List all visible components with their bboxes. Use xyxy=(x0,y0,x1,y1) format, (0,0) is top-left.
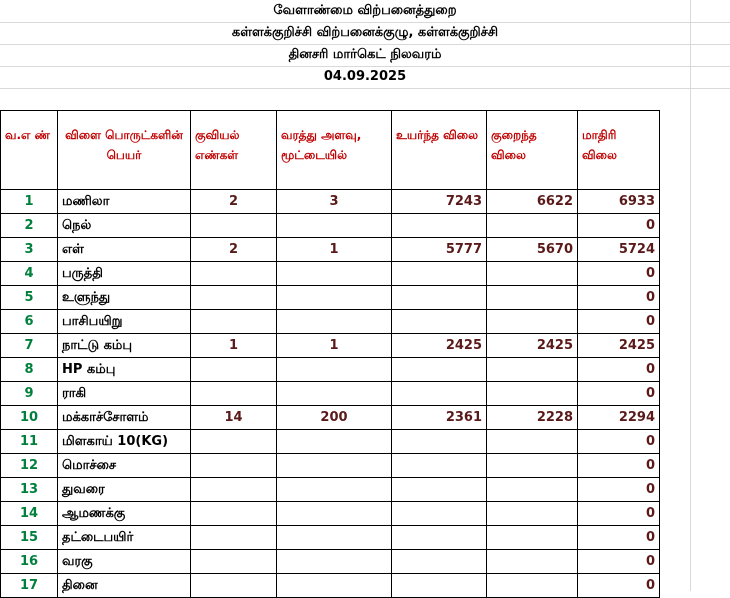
cell-min-price xyxy=(487,502,578,526)
cell-model-price: 2294 xyxy=(578,406,660,430)
cell-max-price xyxy=(392,286,487,310)
cell-min-price: 5670 xyxy=(487,238,578,262)
col-header-max: உயர்ந்த விலை xyxy=(392,111,487,190)
table-row xyxy=(1,550,660,574)
cell-max-price: 2425 xyxy=(392,334,487,358)
cell-model-price: 0 xyxy=(578,430,660,454)
table-row xyxy=(1,478,660,502)
cell-max-price xyxy=(392,502,487,526)
table-row xyxy=(1,190,660,214)
cell-model-price: 0 xyxy=(578,478,660,502)
cell-model-price: 0 xyxy=(578,262,660,286)
cell-commodity-name: எள் xyxy=(58,238,191,262)
cell-arrival: 200 xyxy=(277,406,392,430)
cell-min-price: 2228 xyxy=(487,406,578,430)
cell-model-price: 0 xyxy=(578,526,660,550)
cell-model-price: 0 xyxy=(578,214,660,238)
cell-model-price: 6933 xyxy=(578,190,660,214)
cell-commodity-name: நாட்டு கம்பு xyxy=(58,334,191,358)
cell-heaps xyxy=(191,310,277,334)
cell-min-price xyxy=(487,286,578,310)
cell-commodity-name: நெல் xyxy=(58,214,191,238)
cell-max-price xyxy=(392,214,487,238)
cell-heaps: 14 xyxy=(191,406,277,430)
cell-commodity-name: தட்டைபயிர் xyxy=(58,526,191,550)
table-row xyxy=(1,502,660,526)
table-row xyxy=(1,406,660,430)
cell-commodity-name: HP கம்பு xyxy=(58,358,191,382)
cell-model-price: 0 xyxy=(578,358,660,382)
cell-max-price xyxy=(392,262,487,286)
cell-commodity-name: உளுந்து xyxy=(58,286,191,310)
cell-max-price xyxy=(392,382,487,406)
table-row xyxy=(1,262,660,286)
cell-model-price: 5724 xyxy=(578,238,660,262)
table-row xyxy=(1,358,660,382)
cell-max-price xyxy=(392,574,487,598)
table-row xyxy=(1,574,660,598)
cell-arrival xyxy=(277,454,392,478)
cell-model-price: 0 xyxy=(578,502,660,526)
table-row xyxy=(1,430,660,454)
cell-commodity-name: துவரை xyxy=(58,478,191,502)
cell-arrival xyxy=(277,478,392,502)
cell-heaps xyxy=(191,382,277,406)
cell-min-price xyxy=(487,550,578,574)
col-header-sno: வ.எ ண் xyxy=(1,111,58,190)
sheet-gridline xyxy=(0,88,730,89)
cell-arrival xyxy=(277,382,392,406)
cell-commodity-name: மிளகாய் 10(KG) xyxy=(58,430,191,454)
cell-min-price xyxy=(487,358,578,382)
cell-max-price xyxy=(392,430,487,454)
col-header-arrival: வரத்து அளவு, மூட்டையில் xyxy=(277,111,392,190)
cell-sno: 15 xyxy=(1,526,58,550)
cell-heaps: 1 xyxy=(191,334,277,358)
cell-min-price xyxy=(487,310,578,334)
table-row xyxy=(1,238,660,262)
cell-arrival xyxy=(277,550,392,574)
cell-heaps xyxy=(191,358,277,382)
report-title: தினசரி மார்கெட் நிலவரம் xyxy=(288,47,442,62)
cell-heaps xyxy=(191,430,277,454)
col-header-name: விளை பொருட்களின் பெயர் xyxy=(58,111,191,190)
table-row xyxy=(1,526,660,550)
col-header-model: மாதிரி விலை xyxy=(578,111,660,190)
table-header-row xyxy=(1,111,660,190)
sheet-gridline xyxy=(690,0,691,591)
cell-commodity-name: மணிலா xyxy=(58,190,191,214)
market-price-table xyxy=(0,110,660,598)
cell-sno: 12 xyxy=(1,454,58,478)
report-committee: கள்ளக்குறிச்சி விற்பனைக்குழு, கள்ளக்குறிச்சி xyxy=(231,25,499,40)
cell-sno: 7 xyxy=(1,334,58,358)
cell-max-price: 2361 xyxy=(392,406,487,430)
cell-arrival xyxy=(277,286,392,310)
cell-min-price xyxy=(487,526,578,550)
cell-heaps xyxy=(191,478,277,502)
cell-sno: 3 xyxy=(1,238,58,262)
cell-model-price: 0 xyxy=(578,550,660,574)
cell-sno: 17 xyxy=(1,574,58,598)
cell-heaps xyxy=(191,550,277,574)
cell-model-price: 0 xyxy=(578,574,660,598)
cell-min-price xyxy=(487,214,578,238)
cell-sno: 4 xyxy=(1,262,58,286)
cell-min-price xyxy=(487,478,578,502)
cell-max-price: 7243 xyxy=(392,190,487,214)
cell-min-price xyxy=(487,430,578,454)
table-row xyxy=(1,334,660,358)
cell-commodity-name: வரகு xyxy=(58,550,191,574)
table-row xyxy=(1,382,660,406)
table-row xyxy=(1,454,660,478)
cell-heaps: 2 xyxy=(191,238,277,262)
cell-arrival: 3 xyxy=(277,190,392,214)
cell-sno: 5 xyxy=(1,286,58,310)
cell-arrival xyxy=(277,526,392,550)
cell-heaps xyxy=(191,526,277,550)
cell-commodity-name: மொச்சை xyxy=(58,454,191,478)
cell-model-price: 0 xyxy=(578,382,660,406)
cell-sno: 13 xyxy=(1,478,58,502)
cell-arrival xyxy=(277,310,392,334)
cell-commodity-name: தினை xyxy=(58,574,191,598)
cell-max-price xyxy=(392,478,487,502)
cell-sno: 14 xyxy=(1,502,58,526)
cell-arrival xyxy=(277,262,392,286)
cell-sno: 6 xyxy=(1,310,58,334)
cell-min-price xyxy=(487,574,578,598)
cell-min-price xyxy=(487,382,578,406)
cell-sno: 8 xyxy=(1,358,58,382)
cell-max-price xyxy=(392,526,487,550)
cell-commodity-name: பருத்தி xyxy=(58,262,191,286)
cell-max-price: 5777 xyxy=(392,238,487,262)
cell-max-price xyxy=(392,550,487,574)
col-header-min: குறைந்த விலை xyxy=(487,111,578,190)
cell-max-price xyxy=(392,310,487,334)
cell-max-price xyxy=(392,454,487,478)
cell-arrival xyxy=(277,214,392,238)
cell-heaps: 2 xyxy=(191,190,277,214)
cell-commodity-name: ராகி xyxy=(58,382,191,406)
col-header-heaps: குவியல் எண்கள் xyxy=(191,111,277,190)
cell-model-price: 0 xyxy=(578,310,660,334)
cell-sno: 11 xyxy=(1,430,58,454)
report-date: 04.09.2025 xyxy=(323,69,407,84)
cell-arrival: 1 xyxy=(277,334,392,358)
cell-heaps xyxy=(191,286,277,310)
cell-sno: 2 xyxy=(1,214,58,238)
table-row xyxy=(1,286,660,310)
cell-arrival xyxy=(277,430,392,454)
cell-arrival xyxy=(277,502,392,526)
cell-model-price: 0 xyxy=(578,454,660,478)
cell-model-price: 0 xyxy=(578,286,660,310)
cell-commodity-name: மக்காச்சோளம் xyxy=(58,406,191,430)
cell-arrival xyxy=(277,574,392,598)
cell-commodity-name: ஆமணக்கு xyxy=(58,502,191,526)
cell-commodity-name: பாசிபயிறு xyxy=(58,310,191,334)
cell-min-price: 6622 xyxy=(487,190,578,214)
cell-arrival: 1 xyxy=(277,238,392,262)
cell-max-price xyxy=(392,358,487,382)
report-department: வேளாண்மை விற்பனைத்துறை xyxy=(273,3,457,18)
cell-sno: 9 xyxy=(1,382,58,406)
table-row xyxy=(1,310,660,334)
cell-arrival xyxy=(277,358,392,382)
cell-heaps xyxy=(191,574,277,598)
cell-model-price: 2425 xyxy=(578,334,660,358)
cell-min-price xyxy=(487,454,578,478)
cell-heaps xyxy=(191,454,277,478)
cell-sno: 1 xyxy=(1,190,58,214)
cell-heaps xyxy=(191,214,277,238)
cell-heaps xyxy=(191,502,277,526)
cell-heaps xyxy=(191,262,277,286)
cell-sno: 10 xyxy=(1,406,58,430)
cell-min-price: 2425 xyxy=(487,334,578,358)
table-row xyxy=(1,214,660,238)
cell-sno: 16 xyxy=(1,550,58,574)
cell-min-price xyxy=(487,262,578,286)
